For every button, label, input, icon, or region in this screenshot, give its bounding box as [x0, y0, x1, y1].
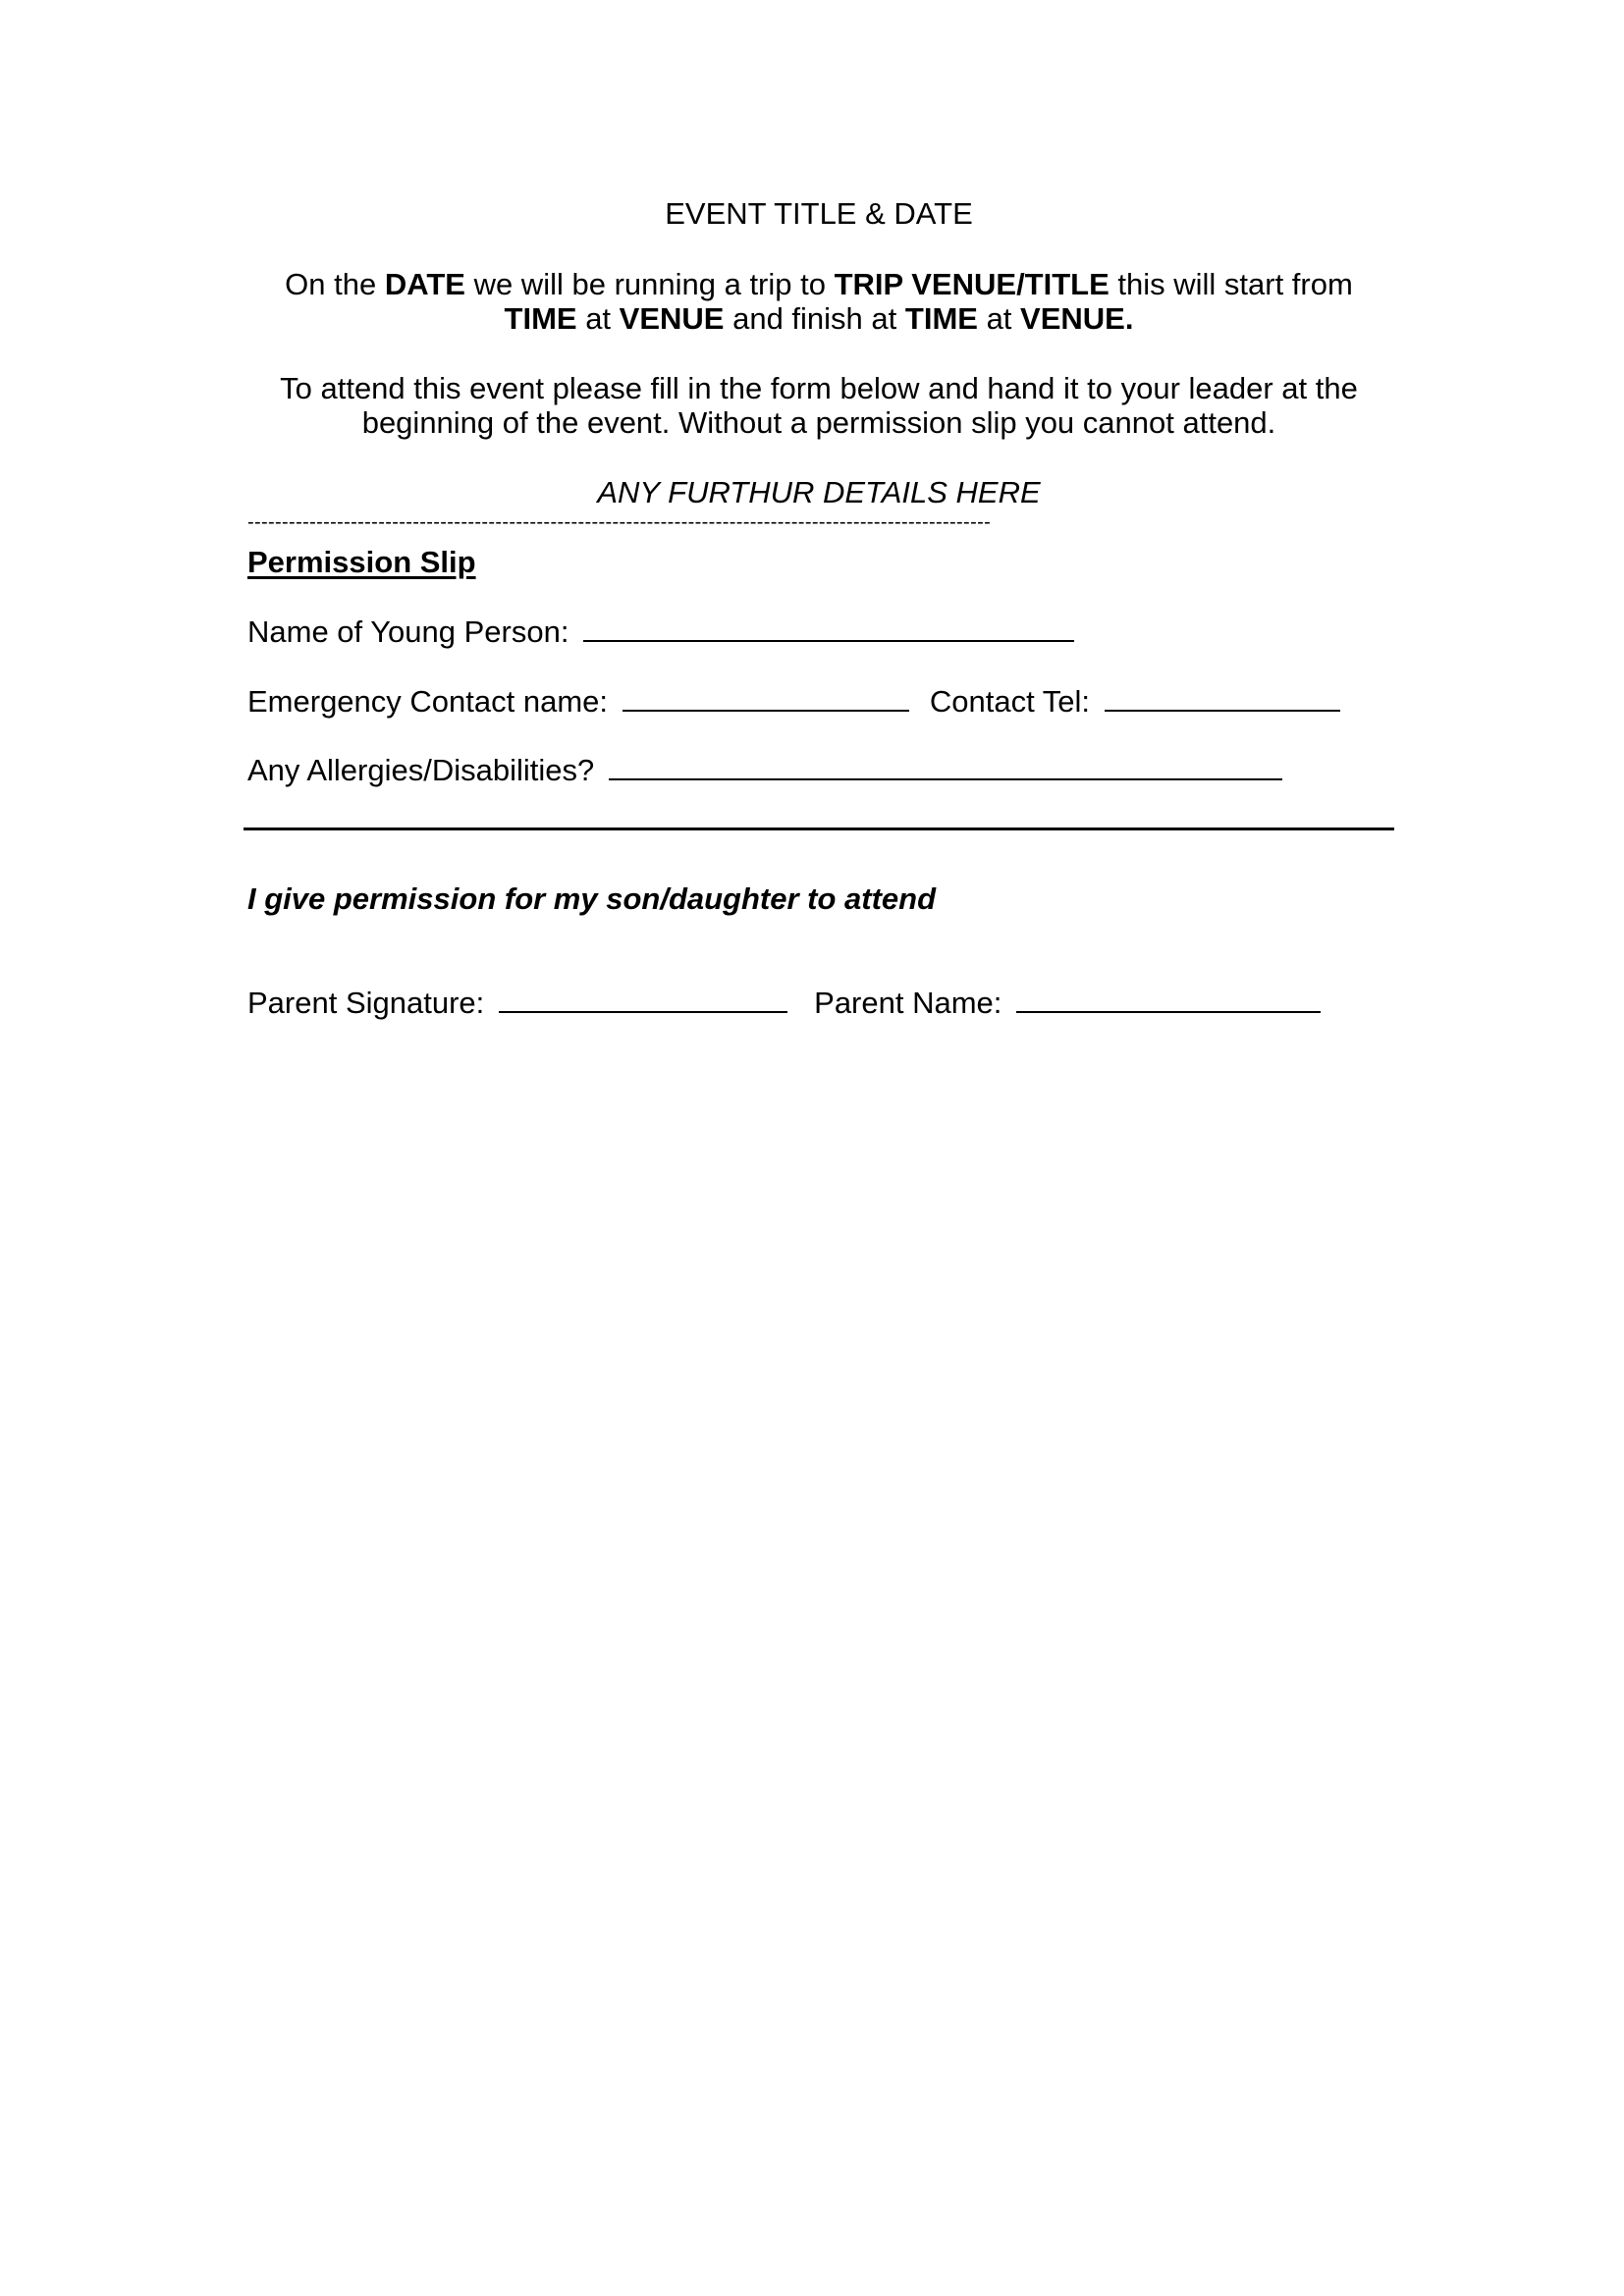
contact-tel-label: Contact Tel: [929, 684, 1091, 719]
placeholder-date: DATE [384, 267, 465, 301]
intro-text: at [576, 301, 620, 336]
instructions-line-2: beginning of the event. Without a permission slip you cannot attend. [361, 405, 1276, 440]
allergies-label: Any Allergies/Disabilities? [247, 753, 595, 787]
parent-name-label: Parent Name: [814, 986, 1002, 1020]
allergies-field[interactable] [609, 753, 1282, 780]
young-person-field[interactable] [583, 614, 1074, 642]
further-details: ANY FURTHUR DETAILS HERE [597, 475, 1041, 509]
parent-signature-field[interactable] [499, 986, 787, 1013]
intro-text: this will start from [1109, 267, 1353, 301]
allergies-row [247, 753, 1282, 788]
emergency-contact-field[interactable] [623, 684, 909, 712]
young-person-label: Name of Young Person: [247, 614, 569, 649]
placeholder-trip-venue: TRIP VENUE/TITLE [834, 267, 1110, 301]
placeholder-finish-time: TIME [904, 301, 978, 336]
placeholder-start-venue: VENUE [619, 301, 725, 336]
contact-tel-field[interactable] [1105, 684, 1340, 712]
placeholder-start-time: TIME [504, 301, 577, 336]
emergency-contact-row [247, 684, 1340, 720]
cut-here-dashed-line: ------------------------------------------------------------------------------------------------------------ [247, 512, 992, 532]
permission-slip-heading: Permission Slip [247, 545, 476, 579]
intro-line-1 [247, 267, 1390, 302]
intro-text: On the [285, 267, 385, 301]
section-divider [244, 828, 1394, 830]
parent-row [247, 986, 1321, 1021]
young-person-row [247, 614, 1074, 650]
instructions-line-1: To attend this event please fill in the form below and hand it to your leader at the [280, 371, 1358, 405]
placeholder-finish-venue: VENUE. [1020, 301, 1134, 336]
intro-line-2 [247, 301, 1390, 337]
parent-signature-label: Parent Signature: [247, 986, 485, 1020]
event-title: EVENT TITLE & DATE [665, 196, 973, 231]
emergency-contact-label: Emergency Contact name: [247, 684, 609, 719]
parent-name-field[interactable] [1016, 986, 1321, 1013]
intro-text: we will be running a trip to [464, 267, 835, 301]
permission-statement: I give permission for my son/daughter to attend [247, 881, 937, 916]
intro-text: and finish at [724, 301, 905, 336]
intro-text: at [977, 301, 1021, 336]
